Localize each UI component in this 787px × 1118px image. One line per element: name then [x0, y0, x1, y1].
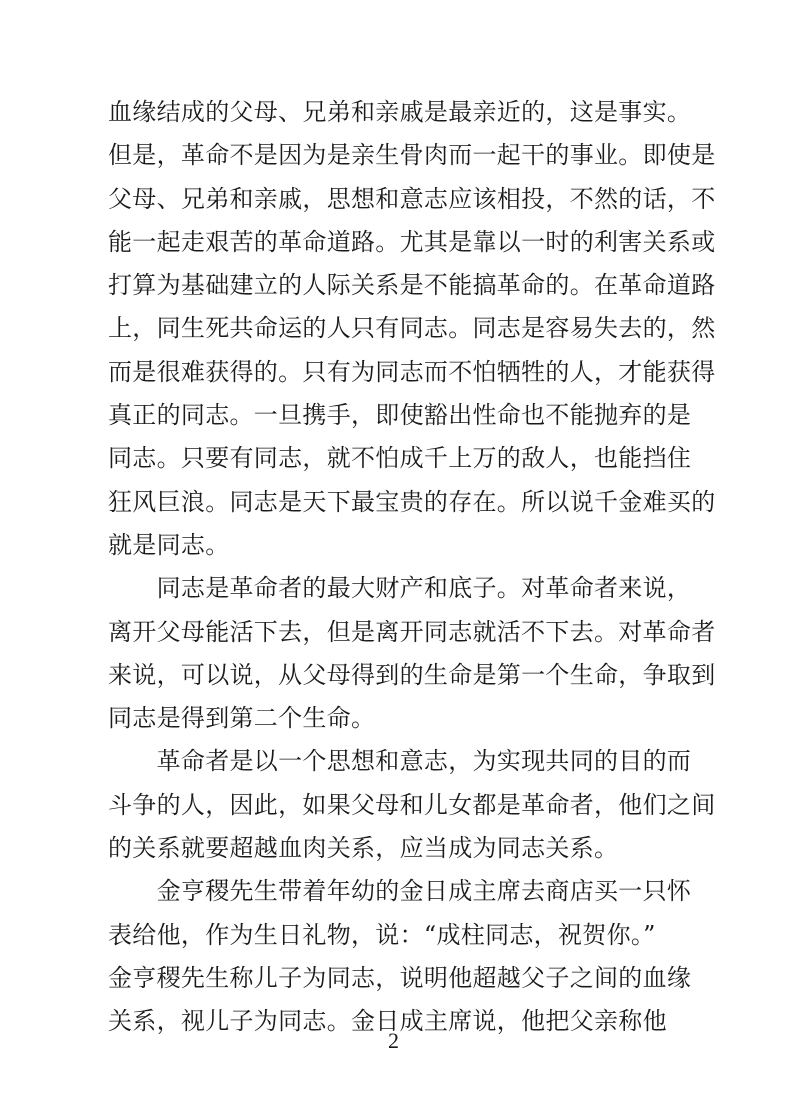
text-line: 同志是革命者的最大财产和底子。对革命者来说，	[108, 574, 692, 603]
text-line: 真正的同志。一旦携手，即使豁出性命也不能抛弃的是	[108, 401, 692, 430]
text-line: 打算为基础建立的人际关系是不能搞革命的。在革命道路	[108, 271, 716, 300]
text-line: 血缘结成的父母、兄弟和亲戚是最亲近的，这是事实。	[108, 98, 692, 126]
text-line: 能一起走艰苦的革命道路。尤其是靠以一时的利害关系或	[108, 227, 716, 256]
text-line: 斗争的人，因此，如果父母和儿女都是革命者，他们之间	[108, 790, 716, 819]
text-line: 来说，可以说，从父母得到的生命是第一个生命，争取到	[108, 660, 716, 689]
text-line: 狂风巨浪。同志是天下最宝贵的存在。所以说千金难买的	[108, 487, 716, 516]
text-line: 而是很难获得的。只有为同志而不怕牺牲的人，才能获得	[108, 357, 716, 386]
text-line: 就是同志。	[108, 530, 230, 559]
text-line: 同志。只要有同志，就不怕成千上万的敌人，也能挡住	[108, 444, 692, 473]
page-number: 2	[388, 1028, 399, 1053]
text-line: 但是，革命不是因为是亲生骨肉而一起干的事业。即使是	[108, 141, 716, 170]
text-line: 表给他，作为生日礼物，说：“成柱同志，祝贺你。”	[108, 920, 656, 949]
text-line: 金亨稷先生带着年幼的金日成主席去商店买一只怀	[108, 877, 692, 906]
text-line: 金亨稷先生称儿子为同志，说明他超越父子之间的血缘	[108, 963, 692, 992]
text-line: 的关系就要超越血肉关系，应当成为同志关系。	[108, 834, 619, 863]
document-body	[108, 91, 716, 1044]
text-line: 革命者是以一个思想和意志，为实现共同的目的而	[108, 747, 692, 776]
text-line: 父母、兄弟和亲戚，思想和意志应该相投，不然的话，不	[108, 184, 716, 213]
text-line: 上，同生死共命运的人只有同志。同志是容易失去的，然	[108, 314, 716, 343]
text-line: 同志是得到第二个生命。	[108, 704, 376, 733]
text-line: 关系，视儿子为同志。金日成主席说，他把父亲称他	[108, 1007, 667, 1036]
text-line: 离开父母能活下去，但是离开同志就活不下去。对革命者	[108, 617, 716, 646]
